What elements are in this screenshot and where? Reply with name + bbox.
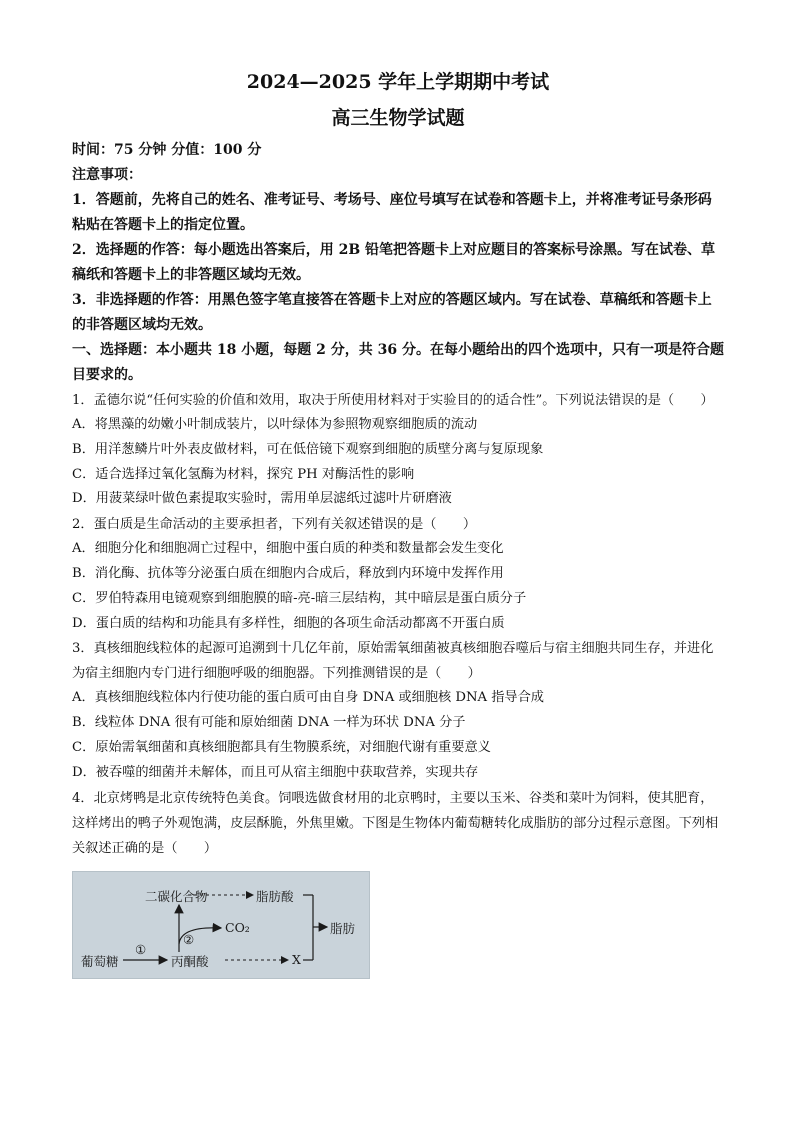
option-a: A．将黑藻的幼嫩小叶制成装片，以叶绿体为参照物观察细胞质的流动 xyxy=(72,417,478,432)
question-4 xyxy=(72,786,724,861)
question-stem: 1．孟德尔说“任何实验的价值和效用，取决于所使用材料对于实验目的的适合性”。下列说法错误的是（ ） xyxy=(72,393,714,408)
question-1 xyxy=(72,388,724,512)
question-2 xyxy=(72,512,724,636)
question-stem: 3．真核细胞线粒体的起源可追溯到十几亿年前，原始需氧细菌被真核细胞吞噬后与宿主细胞共同生存，并进化为宿主细胞内专门进行细胞呼吸的细胞器。下列推测错误的是（ ） xyxy=(72,641,714,682)
label-fat: 脂肪 xyxy=(330,920,356,936)
label-c2-compound: 二碳化合物 xyxy=(145,888,208,904)
label-pyruvate: 丙酮酸 xyxy=(171,953,209,969)
option-d: D．被吞噬的细菌并未解体，而且可从宿主细胞中获取营养，实现共存 xyxy=(72,764,479,780)
option-b: B．消化酶、抗体等分泌蛋白质在细胞内合成后，释放到内环境中发挥作用 xyxy=(72,565,504,581)
question-stem: 2．蛋白质是生命活动的主要承担者，下列有关叙述错误的是（ ） xyxy=(72,517,477,533)
exam-page xyxy=(72,68,724,979)
option-c: C．原始需氧细菌和真核细胞都具有生物膜系统，对细胞代谢有重要意义 xyxy=(72,739,491,755)
label-step1: ① xyxy=(135,941,147,957)
option-d: D．蛋白质的结构和功能具有多样性，细胞的各项生命活动都离不开蛋白质 xyxy=(72,615,505,631)
option-d: D．用菠菜绿叶做色素提取实验时，需用单层滤纸过滤叶片研磨液 xyxy=(72,491,452,507)
exam-subtitle: 高三生物学试题 xyxy=(331,107,465,129)
section-heading: 一、选择题：本小题共 18 小题，每题 2 分，共 36 分。在每小题给出的四个选项中，只有一项是符合题目要求的。 xyxy=(72,342,724,383)
option-c: C．罗伯特森用电镜观察到细胞膜的暗-亮-暗三层结构，其中暗层是蛋白质分子 xyxy=(72,590,527,606)
question-3 xyxy=(72,636,724,785)
label-fatty-acid: 脂肪酸 xyxy=(256,888,294,904)
option-a: A．真核细胞线粒体内行使功能的蛋白质可由自身 DNA 或细胞核 DNA 指导合成 xyxy=(72,690,544,706)
label-step2: ② xyxy=(183,931,195,947)
question-stem: 4．北京烤鸭是北京传统特色美食。饲喂选做食材用的北京鸭时，主要以玉米、谷类和菜叶为饲料，使其肥育，这样烤出的鸭子外观饱满，皮层酥脆，外焦里嫩。下图是生物体内葡萄糖转化成脂肪的部分过程示意图。下列相关叙述正确的是（ ） xyxy=(72,790,719,856)
option-a: A．细胞分化和细胞凋亡过程中，细胞中蛋白质的种类和数量都会发生变化 xyxy=(72,541,504,557)
glucose-to-fat-diagram xyxy=(72,871,370,979)
label-co2: CO₂ xyxy=(225,919,250,935)
option-b: B．线粒体 DNA 很有可能和原始细菌 DNA 一样为环状 DNA 分子 xyxy=(72,715,466,731)
option-b: B．用洋葱鳞片叶外表皮做材料，可在低倍镜下观察到细胞的质壁分离与复原现象 xyxy=(72,441,544,457)
notes-heading: 注意事项： xyxy=(72,167,142,183)
exam-title: 2024—2025 学年上学期期中考试 xyxy=(246,71,550,93)
option-c: C．适合选择过氧化氢酶为材料，探究 PH 对酶活性的影响 xyxy=(72,466,415,482)
label-glucose: 葡萄糖 xyxy=(81,953,119,969)
note-item-3: 3．非选择题的作答：用黑色签字笔直接答在答题卡上对应的答题区域内。写在试卷、草稿纸和答题卡上的非答题区域均无效。 xyxy=(72,292,712,333)
note-item-1: 1．答题前，先将自己的姓名、准考证号、考场号、座位号填写在试卷和答题卡上，并将准考证号条形码粘贴在答题卡上的指定位置。 xyxy=(72,192,712,233)
note-item-2: 2．选择题的作答：每小题选出答案后，用 2B 铅笔把答题卡上对应题目的答案标号涂黑。写在试卷、草稿纸和答题卡上的非答题区域均无效。 xyxy=(72,242,716,283)
label-x: X xyxy=(292,951,301,967)
exam-info: 时间：75 分钟 分值：100 分 xyxy=(72,142,262,158)
